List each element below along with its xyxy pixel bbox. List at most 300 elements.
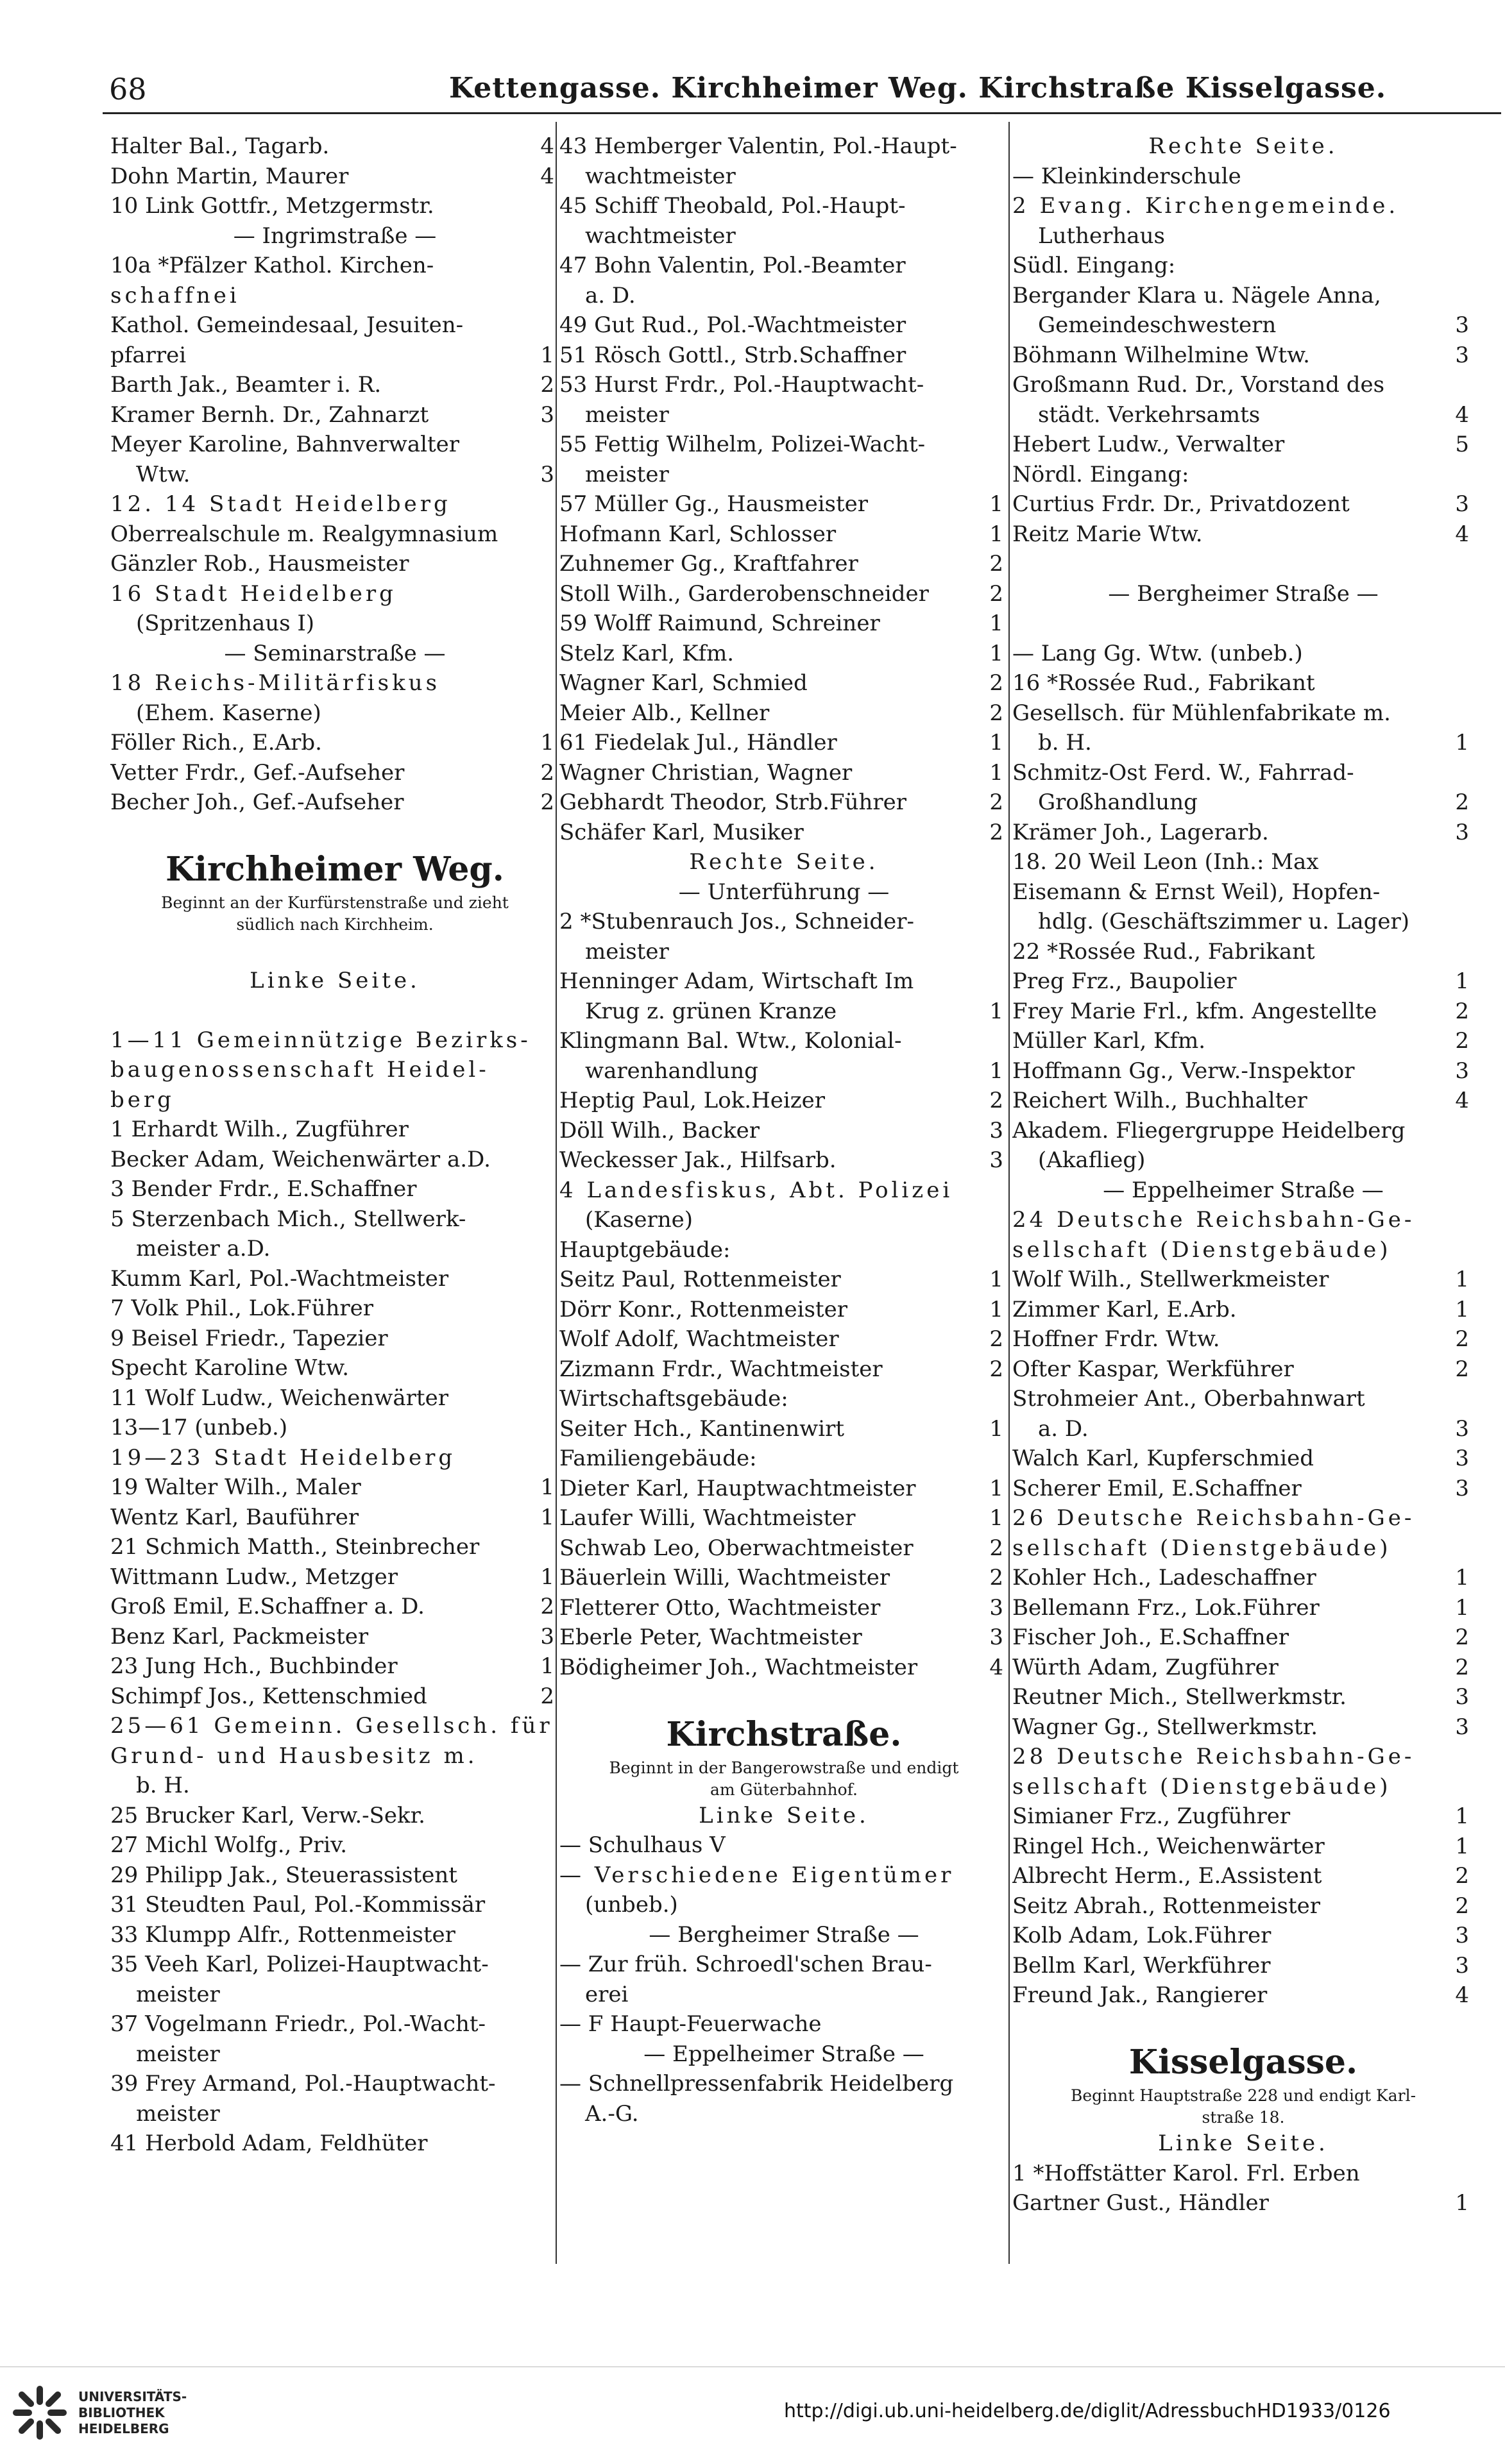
entry-text: meister a.D. [136, 1236, 271, 1262]
directory-entry [1012, 1951, 1474, 1981]
entry-text: 61 Fiedelak Jul., Händler [559, 730, 837, 755]
entry-text: Wolf Adolf, Wachtmeister [559, 1326, 839, 1352]
directory-entry [1012, 281, 1474, 311]
directory-entry [110, 1174, 559, 1204]
floor-number: 1 [1455, 730, 1469, 755]
entry-text: — Ingrimstraße — [233, 223, 437, 249]
directory-entry [559, 1354, 1008, 1385]
floor-number: 1 [540, 1564, 554, 1590]
entry-text: meister [585, 461, 669, 487]
entry-text: Würth Adam, Zugführer [1012, 1654, 1279, 1680]
floor-number: 1 [989, 1475, 1003, 1501]
blank-line [559, 1682, 1008, 1712]
directory-entry [110, 131, 559, 162]
directory-entry [1012, 1235, 1474, 1265]
street-description [1012, 2085, 1474, 2107]
directory-entry [559, 1861, 1008, 1891]
entry-text: Rechte Seite. [1148, 133, 1338, 159]
entry-text: — Bergheimer Straße — [1108, 580, 1379, 607]
entry-text: Gebhardt Theodor, Strb.Führer [559, 789, 907, 815]
entry-text: 24 Deutsche Reichsbahn-Ge- [1012, 1207, 1415, 1233]
floor-number: 1 [989, 491, 1003, 517]
directory-entry [110, 1413, 559, 1443]
directory-entry [559, 2099, 1008, 2129]
blank-line [110, 936, 559, 966]
floor-number: 5 [1455, 432, 1469, 457]
entry-text: Groß Emil, E.Schaffner a. D. [110, 1594, 425, 1619]
directory-entry [559, 1056, 1008, 1086]
directory-entry [1012, 1324, 1474, 1354]
floor-number: 3 [989, 1147, 1003, 1173]
street-heading [110, 847, 559, 892]
directory-entry [559, 1145, 1008, 1176]
directory-entry [1012, 1384, 1474, 1414]
directory-entry [559, 1176, 1008, 1206]
directory-entry [1012, 1980, 1474, 2011]
floor-number: 3 [1455, 1684, 1469, 1710]
entry-text: Gartner Gust., Händler [1012, 2190, 1269, 2216]
entry-text: Rechte Seite. [689, 849, 879, 875]
floor-number: 2 [1455, 1326, 1469, 1352]
directory-entry [559, 937, 1008, 967]
floor-number: 2 [989, 551, 1003, 577]
entry-text: Bergander Klara u. Nägele Anna, [1012, 282, 1381, 308]
entry-text: Specht Karoline Wtw. [110, 1355, 350, 1381]
directory-entry [110, 1920, 559, 1950]
floor-number: 3 [540, 461, 554, 487]
floor-number: 1 [540, 342, 554, 368]
entry-text: Zuhnemer Gg., Kraftfahrer [559, 551, 858, 577]
floor-number: 2 [989, 1565, 1003, 1591]
entry-text: Hoffmann Gg., Verw.-Inspektor [1012, 1058, 1355, 1084]
directory-entry [559, 698, 1008, 729]
directory-entry [559, 1295, 1008, 1325]
entry-text: Ofter Kaspar, Werkführer [1012, 1356, 1294, 1382]
directory-entry [559, 310, 1008, 341]
running-head: Kettengasse. Kirchheimer Weg. Kirchstraße Kisselgasse. [449, 72, 1387, 105]
directory-entry [559, 460, 1008, 490]
entry-text: Henninger Adam, Wirtschaft Im [559, 968, 914, 994]
entry-text: a. D. [585, 282, 636, 308]
directory-entry [110, 519, 559, 550]
entry-text: erei [585, 1981, 629, 2007]
entry-text: Linke Seite. [1158, 2131, 1329, 2156]
floor-number: 1 [989, 1058, 1003, 1084]
entry-text: 10a *Pfälzer Kathol. Kirchen- [110, 253, 434, 278]
entry-text: Zimmer Karl, E.Arb. [1012, 1296, 1237, 1322]
floor-number: 2 [540, 759, 554, 786]
directory-entry [110, 1234, 559, 1264]
entry-text: Schimpf Jos., Kettenschmied [110, 1683, 427, 1709]
entry-text: 31 Steudten Paul, Pol.-Kommissär [110, 1892, 486, 1918]
directory-entry [1012, 341, 1474, 371]
entry-text: Gemeindeschwestern [1038, 312, 1277, 338]
column-left [110, 131, 559, 2248]
entry-text: Kirchheimer Weg. [166, 850, 504, 889]
directory-entry [1012, 1593, 1474, 1623]
entry-text: südlich nach Kirchheim. [236, 915, 434, 934]
directory-entry [559, 609, 1008, 639]
entry-text: — Seminarstraße — [224, 640, 446, 666]
directory-entry [1012, 430, 1474, 460]
entry-text: Müller Karl, Kfm. [1012, 1028, 1206, 1054]
entry-text: 35 Veeh Karl, Polizei-Hauptwacht- [110, 1952, 489, 1977]
floor-number: 3 [989, 1594, 1003, 1621]
directory-entry [110, 1204, 559, 1235]
entry-text: pfarrei [110, 342, 187, 368]
directory-entry [559, 997, 1008, 1027]
entry-text: meister [136, 1981, 220, 2007]
entry-text: 12. 14 Stadt Heidelberg [110, 491, 451, 517]
entry-text: 21 Schmich Matth., Steinbrecher [110, 1534, 480, 1560]
entry-text: Bellemann Frz., Lok.Führer [1012, 1594, 1320, 1621]
directory-entry [559, 1474, 1008, 1504]
entry-text: 28 Deutsche Reichsbahn-Ge- [1012, 1744, 1415, 1769]
page-number: 68 [109, 72, 147, 106]
entry-text: 19—23 Stadt Heidelberg [110, 1444, 456, 1471]
directory-entry [1012, 2159, 1474, 2189]
entry-text: Nördl. Eingang: [1012, 461, 1189, 487]
column-divider [1008, 122, 1010, 2264]
entry-text: b. H. [1038, 730, 1092, 755]
directory-entry [110, 1980, 559, 2010]
directory-entry [1012, 1623, 1474, 1653]
floor-number: 3 [540, 1623, 554, 1650]
entry-text: (Akaflieg) [1038, 1147, 1146, 1173]
directory-entry [110, 460, 559, 490]
entry-text: Südl. Eingang: [1012, 253, 1176, 278]
directory-entry [1012, 1832, 1474, 1862]
entry-text: Stelz Karl, Kfm. [559, 640, 735, 666]
street-description [1012, 2107, 1474, 2129]
directory-entry [559, 1384, 1008, 1414]
directory-entry [110, 1324, 559, 1354]
floor-number: 4 [540, 163, 554, 189]
directory-entry [110, 310, 559, 341]
floor-number: 1 [989, 611, 1003, 636]
entry-text: Hebert Ludw., Verwalter [1012, 432, 1285, 457]
entry-text: sellschaft (Dienstgebäude) [1012, 1236, 1391, 1263]
directory-entry [1012, 818, 1474, 848]
entry-text: Simianer Frz., Zugführer [1012, 1803, 1291, 1829]
entry-text: 29 Philipp Jak., Steuerassistent [110, 1862, 457, 1888]
directory-entry [1012, 1145, 1474, 1176]
library-name-line: HEIDELBERG [78, 2420, 169, 2436]
directory-entry [559, 966, 1008, 997]
column-middle [559, 131, 1008, 2248]
floor-number: 1 [1455, 1267, 1469, 1292]
directory-entry [559, 2069, 1008, 2099]
entry-text: Stoll Wilh., Garderobenschneider [559, 580, 929, 607]
blank-line [110, 995, 559, 1025]
directory-entry [1012, 1861, 1474, 1891]
directory-entry [1012, 1444, 1474, 1474]
floor-number: 2 [540, 1683, 554, 1709]
directory-entry [559, 1205, 1008, 1235]
directory-entry [110, 1562, 559, 1592]
directory-entry [110, 489, 559, 519]
entry-text: Klingmann Bal. Wtw., Kolonial- [559, 1028, 902, 1054]
entry-text: — Kleinkinderschule [1012, 163, 1241, 189]
entry-text: Böhmann Wilhelmine Wtw. [1012, 342, 1310, 368]
directory-entry [110, 1741, 559, 1771]
entry-text: 19 Walter Wilh., Maler [110, 1474, 361, 1500]
directory-entry [1012, 698, 1474, 729]
floor-number: 3 [1455, 1714, 1469, 1740]
directory-entry [1012, 400, 1474, 430]
entry-text: Wagner Gg., Stellwerkmstr. [1012, 1714, 1318, 1740]
entry-text: Krämer Joh., Lagerarb. [1012, 819, 1269, 845]
entry-text: Freund Jak., Rangierer [1012, 1982, 1268, 2008]
floor-number: 4 [1455, 1088, 1469, 1113]
floor-number: 1 [1455, 1594, 1469, 1621]
directory-entry [110, 1353, 559, 1383]
directory-entry [559, 1653, 1008, 1683]
street-description [110, 914, 559, 936]
entry-text: Meyer Karoline, Bahnverwalter [110, 432, 460, 457]
entry-text: Laufer Willi, Wachtmeister [559, 1505, 856, 1531]
floor-number: 2 [1455, 1356, 1469, 1382]
floor-number: 2 [989, 1326, 1003, 1352]
floor-number: 2 [1455, 1893, 1469, 1919]
entry-text: Bödigheimer Joh., Wachtmeister [559, 1654, 918, 1680]
entry-text: straße 18. [1202, 2108, 1285, 2127]
floor-number: 2 [989, 1535, 1003, 1561]
floor-number: 1 [989, 521, 1003, 547]
blank-line [1012, 609, 1474, 639]
directory-entry [559, 818, 1008, 848]
directory-entry [110, 579, 559, 609]
directory-entry [559, 1324, 1008, 1354]
entry-text: 22 *Rossée Rud., Fabrikant [1012, 938, 1315, 965]
directory-entry [110, 1532, 559, 1562]
section-heading [1012, 1176, 1474, 1206]
entry-text: Akadem. Fliegergruppe Heidelberg [1012, 1117, 1406, 1143]
directory-entry [559, 489, 1008, 519]
directory-entry [559, 400, 1008, 430]
directory-entry [110, 1592, 559, 1622]
section-heading [1012, 2129, 1474, 2159]
directory-entry [1012, 907, 1474, 937]
section-heading [559, 1920, 1008, 1950]
library-name-line: BIBLIOTHEK [78, 2404, 165, 2420]
entry-text: Seitz Abrah., Rottenmeister [1012, 1893, 1320, 1919]
floor-number: 3 [1455, 1923, 1469, 1948]
entry-text: Halter Bal., Tagarb. [110, 133, 330, 159]
directory-entry [110, 1682, 559, 1712]
entry-text: Großmann Rud. Dr., Vorstand des [1012, 372, 1385, 398]
entry-text: 43 Hemberger Valentin, Pol.-Haupt- [559, 133, 957, 159]
column-right [1012, 131, 1474, 2248]
entry-text: Meier Alb., Kellner [559, 700, 770, 726]
entry-text: — Unterführung — [678, 879, 890, 905]
library-logo-icon [13, 2386, 67, 2440]
floor-number: 2 [1455, 1028, 1469, 1054]
directory-entry [1012, 1802, 1474, 1832]
floor-number: 1 [540, 730, 554, 755]
directory-entry [559, 1980, 1008, 2010]
directory-entry [1012, 1056, 1474, 1086]
entry-text: Kirchstraße. [666, 1714, 902, 1754]
street-description [559, 1779, 1008, 1801]
directory-entry [110, 1651, 559, 1682]
floor-number: 2 [540, 1594, 554, 1619]
directory-entry [110, 728, 559, 758]
entry-text: Walch Karl, Kupferschmied [1012, 1446, 1314, 1471]
directory-entry [1012, 489, 1474, 519]
entry-text: am Güterbahnhof. [710, 1780, 858, 1799]
floor-number: 3 [1455, 1058, 1469, 1084]
entry-text: 25 Brucker Karl, Verw.-Sekr. [110, 1802, 425, 1828]
directory-entry [1012, 877, 1474, 907]
directory-entry [559, 191, 1008, 221]
entry-text: Beginnt Hauptstraße 228 und endigt Karl- [1070, 2086, 1416, 2105]
floor-number: 2 [1455, 789, 1469, 815]
entry-text: 18 Reichs-Militärfiskus [110, 670, 441, 696]
entry-text: Preg Frz., Baupolier [1012, 968, 1237, 994]
directory-entry [1012, 1474, 1474, 1504]
directory-entry [110, 191, 559, 221]
entry-text: 9 Beisel Friedr., Tapezier [110, 1325, 388, 1351]
entry-text: 47 Bohn Valentin, Pol.-Beamter [559, 253, 906, 278]
section-heading [1012, 131, 1474, 162]
directory-entry [559, 579, 1008, 609]
entry-text: wachtmeister [585, 163, 736, 189]
directory-entry [1012, 1086, 1474, 1116]
entry-text: 13—17 (unbeb.) [110, 1415, 288, 1440]
directory-entry [1012, 1682, 1474, 1712]
floor-number: 1 [1455, 1833, 1469, 1859]
directory-entry [110, 1890, 559, 1920]
entry-text: Wentz Karl, Bauführer [110, 1504, 359, 1530]
floor-number: 2 [1455, 1624, 1469, 1650]
entry-text: Oberrealschule m. Realgymnasium [110, 521, 498, 547]
directory-entry [559, 519, 1008, 550]
entry-text: meister [136, 2100, 220, 2127]
directory-entry [559, 549, 1008, 579]
entry-text: Zizmann Frdr., Wachtmeister [559, 1356, 883, 1382]
entry-text: Ringel Hch., Weichenwärter [1012, 1833, 1325, 1859]
directory-entry [110, 1950, 559, 1980]
entry-text: (Spritzenhaus I) [136, 611, 315, 636]
floor-number: 2 [989, 580, 1003, 607]
entry-text: berg [110, 1086, 174, 1113]
entry-text: 1—11 Gemeinnützige Bezirks- [110, 1027, 531, 1053]
directory-entry [1012, 728, 1474, 758]
directory-entry [1012, 460, 1474, 490]
entry-text: Linke Seite. [699, 1802, 869, 1828]
entry-text: Wagner Karl, Schmied [559, 670, 808, 696]
entry-text: 1 *Hoffstätter Karol. Frl. Erben [1012, 2160, 1360, 2186]
entry-text: Dörr Konr., Rottenmeister [559, 1296, 847, 1322]
entry-text: — Eppelheimer Straße — [643, 2041, 924, 2067]
floor-number: 1 [540, 1504, 554, 1530]
entry-text: 1 Erhardt Wilh., Zugführer [110, 1117, 409, 1142]
floor-number: 3 [1455, 1952, 1469, 1979]
section-heading [559, 847, 1008, 877]
entry-text: Vetter Frdr., Gef.-Aufseher [110, 759, 405, 786]
entry-text: 18. 20 Weil Leon (Inh.: Max [1012, 849, 1319, 875]
directory-entry [559, 1950, 1008, 1980]
entry-text: 27 Michl Wolfg., Priv. [110, 1832, 348, 1858]
entry-text: Eberle Peter, Wachtmeister [559, 1624, 862, 1650]
directory-entry [110, 1085, 559, 1115]
directory-entry [110, 281, 559, 311]
directory-entry [559, 1414, 1008, 1444]
directory-entry [559, 639, 1008, 669]
floor-number: 3 [1455, 1446, 1469, 1471]
entry-text: 2 *Stubenrauch Jos., Schneider- [559, 909, 914, 934]
entry-text: sellschaft (Dienstgebäude) [1012, 1773, 1391, 1800]
directory-entry [1012, 1712, 1474, 1743]
directory-entry [110, 1294, 559, 1324]
source-url[interactable]: http://digi.ub.uni-heidelberg.de/diglit/AdressbuchHD1933/0126 [784, 2400, 1391, 2422]
entry-text: — Lang Gg. Wtw. (unbeb.) [1012, 640, 1303, 666]
directory-entry [110, 2129, 559, 2159]
entry-text: Familiengebäude: [559, 1446, 757, 1471]
floor-number: 1 [989, 1267, 1003, 1292]
directory-entry [110, 2009, 559, 2039]
entry-text: — Verschiedene Eigentümer [559, 1862, 955, 1888]
entry-text: Schwab Leo, Oberwachtmeister [559, 1535, 914, 1561]
entry-text: 4 Landesfiskus, Abt. Polizei [559, 1177, 953, 1203]
floor-number: 2 [989, 819, 1003, 845]
directory-entry [1012, 1026, 1474, 1056]
directory-entry [1012, 966, 1474, 997]
directory-entry [1012, 251, 1474, 281]
floor-number: 2 [989, 1088, 1003, 1113]
entry-text: 33 Klumpp Alfr., Rottenmeister [110, 1921, 455, 1948]
directory-entry [559, 1563, 1008, 1593]
directory-entry [110, 1801, 559, 1831]
floor-number: 1 [989, 759, 1003, 786]
entry-text: Reitz Marie Wtw. [1012, 521, 1203, 547]
directory-entry [1012, 191, 1474, 221]
street-description [110, 892, 559, 914]
entry-text: Gänzler Rob., Hausmeister [110, 551, 409, 577]
directory-entry [1012, 1116, 1474, 1146]
entry-text: Dohn Martin, Maurer [110, 163, 349, 189]
directory-entry [1012, 1653, 1474, 1683]
directory-entry [1012, 1891, 1474, 1921]
entry-text: 45 Schiff Theobald, Pol.-Haupt- [559, 193, 906, 219]
entry-text: — Bergheimer Straße — [649, 1921, 919, 1948]
entry-text: 16 *Rossée Rud., Fabrikant [1012, 670, 1315, 696]
directory-entry [110, 2099, 559, 2129]
entry-text: Kumm Karl, Pol.-Wachtmeister [110, 1265, 449, 1292]
entry-text: wachtmeister [585, 223, 736, 249]
entry-text: Weckesser Jak., Hilfsarb. [559, 1147, 837, 1173]
entry-text: — Eppelheimer Straße — [1103, 1177, 1384, 1203]
floor-number: 1 [989, 1415, 1003, 1442]
entry-text: Becher Joh., Gef.-Aufseher [110, 789, 404, 815]
entry-text: 2 Evang. Kirchengemeinde. [1012, 193, 1399, 219]
directory-entry [559, 2009, 1008, 2039]
directory-entry [110, 1115, 559, 1145]
directory-entry [1012, 1921, 1474, 1951]
entry-text: 11 Wolf Ludw., Weichenwärter [110, 1385, 448, 1411]
section-heading [559, 877, 1008, 907]
entry-text: Curtius Frdr. Dr., Privatdozent [1012, 491, 1350, 517]
entry-text: 37 Vogelmann Friedr., Pol.-Wacht- [110, 2011, 486, 2037]
directory-entry [559, 1116, 1008, 1146]
entry-text: A.-G. [585, 2100, 639, 2127]
directory-entry [559, 341, 1008, 371]
entry-text: meister [585, 401, 669, 428]
directory-entry [1012, 758, 1474, 788]
directory-entry [559, 788, 1008, 818]
entry-text: Reichert Wilh., Buchhalter [1012, 1088, 1307, 1113]
